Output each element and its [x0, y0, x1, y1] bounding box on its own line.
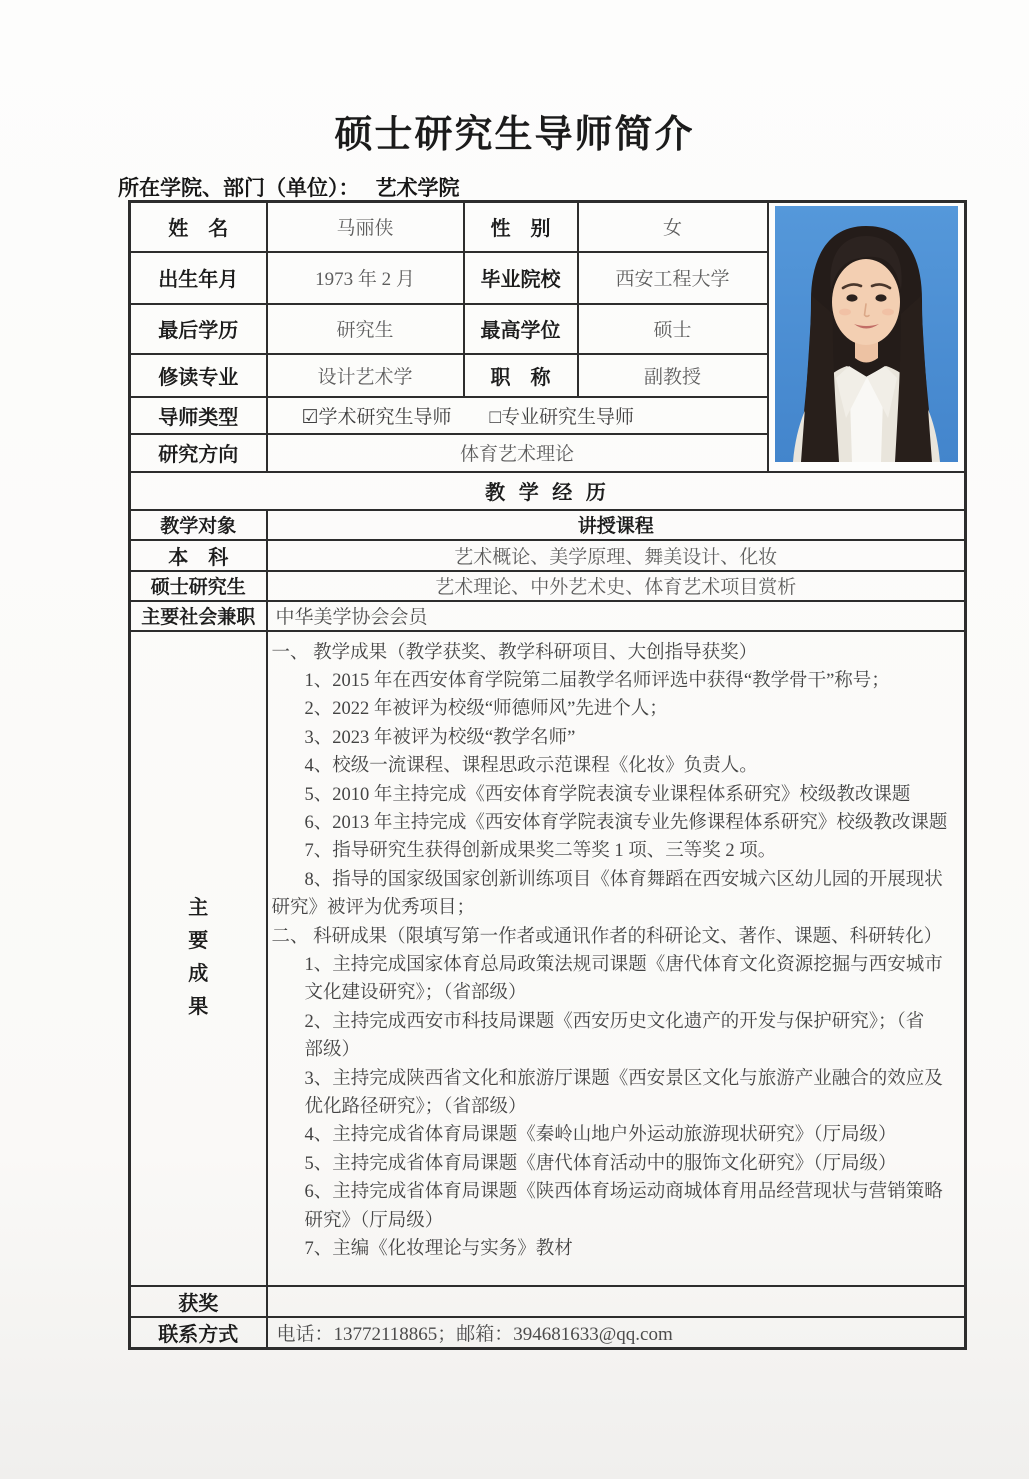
face	[832, 259, 900, 345]
achievement-line: 1、2015 年在西安体育学院第二届教学名师评选中获得“教学骨干”称号；	[304, 670, 890, 691]
awards-label: 获奖	[130, 1286, 267, 1317]
major-label: 修读专业	[130, 354, 267, 397]
achievement-line: 3、主持完成陕西省文化和旅游厅课题《西安景区文化与旅游产业融合的效应及	[304, 1068, 943, 1089]
table-row	[130, 202, 966, 252]
achievement-line: 一、 教学成果（教学获奖、教学科研项目、大创指导获奖）	[271, 642, 758, 663]
school-value: 西安工程大学	[578, 252, 768, 304]
major-value: 设计艺术学	[267, 354, 464, 397]
table-row	[130, 631, 966, 1286]
table-row	[130, 1286, 966, 1317]
department-line	[118, 172, 460, 202]
eye-right	[875, 295, 886, 302]
department-value: 艺术学院	[375, 177, 460, 200]
achievement-line: 二、 科研成果（限填写第一作者或通讯作者的科研论文、著作、课题、科研转化）	[271, 926, 943, 947]
achievement-line: 1、主持完成国家体育总局政策法规司课题《唐代体育文化资源挖掘与西安城市	[304, 954, 943, 975]
achievement-line: 7、主编《化妆理论与实务》教材	[304, 1239, 573, 1260]
degree-label: 最高学位	[464, 304, 578, 354]
research-direction-label: 研究方向	[130, 434, 267, 472]
postgraduate-label: 硕士研究生	[130, 571, 267, 601]
gender-label: 性 别	[464, 202, 578, 252]
achievement-line: 文化建设研究》；（省部级）	[304, 983, 527, 1004]
achievement-line: 7、指导研究生获得创新成果奖二等奖 1 项、三等奖 2 项。	[304, 841, 777, 862]
table-row	[130, 601, 966, 631]
achievement-line: 5、主持完成省体育局课题《唐代体育活动中的服饰文化研究》（厅局级）	[304, 1153, 897, 1174]
table-row	[130, 571, 966, 601]
achievement-line: 2、2022 年被评为校级“师德师风”先进个人；	[304, 699, 668, 720]
social-positions-label: 主要社会兼职	[130, 601, 267, 631]
department-label: 所在学院、部门（单位）：	[118, 177, 360, 200]
achievement-line: 8、指导的国家级国家创新训练项目《体育舞蹈在西安城六区幼儿园的开展现状	[304, 869, 943, 890]
table-row	[130, 540, 966, 571]
mentor-type-checkboxes: ☑学术研究生导师 □专业研究生导师	[267, 397, 768, 434]
achievement-line: 部级）	[304, 1040, 361, 1061]
table-row	[130, 510, 966, 540]
table-row	[130, 1317, 966, 1349]
teaching-experience-header: 教 学 经 历	[130, 472, 966, 510]
portrait-photo	[775, 206, 958, 462]
achievement-line: 4、主持完成省体育局课题《秦岭山地户外运动旅游现状研究》（厅局级）	[304, 1125, 897, 1146]
awards-value	[267, 1286, 966, 1317]
achievement-line: 6、2013 年主持完成《西安体育学院表演专业先修课程体系研究》校级教改课题	[304, 812, 948, 833]
achievement-line: 4、校级一流课程、课程思政示范课程《化妆》负责人。	[304, 756, 758, 777]
name-value: 马丽侠	[267, 202, 464, 252]
achievement-line: 研究》（厅局级）	[304, 1210, 444, 1231]
vertical-label-char: 果	[188, 996, 209, 1018]
birth-value: 1973 年 2 月	[267, 252, 464, 304]
research-direction-value: 体育艺术理论	[267, 434, 768, 472]
professional-title-value: 副教授	[578, 354, 768, 397]
table-row	[130, 472, 966, 510]
education-label: 最后学历	[130, 304, 267, 354]
school-label: 毕业院校	[464, 252, 578, 304]
mentor-type-label: 导师类型	[130, 397, 267, 434]
main-achievements-label	[130, 631, 267, 1286]
supervisor-info-table	[128, 200, 967, 1350]
birth-label: 出生年月	[130, 252, 267, 304]
vertical-label-char: 成	[188, 963, 209, 985]
achievement-line: 研究》被评为优秀项目；	[271, 898, 476, 919]
education-value: 研究生	[267, 304, 464, 354]
undergraduate-courses: 艺术概论、美学原理、舞美设计、化妆	[267, 540, 966, 571]
course-header: 讲授课程	[267, 510, 966, 540]
achievement-line: 5、2010 年主持完成《西安体育学院表演专业课程体系研究》校级教改课题	[304, 784, 911, 805]
blush-right	[882, 309, 894, 316]
eye-left	[846, 295, 857, 302]
main-achievements-content	[267, 631, 966, 1286]
social-positions-value: 中华美学协会会员	[267, 601, 966, 631]
postgraduate-courses: 艺术理论、中外艺术史、体育艺术项目赏析	[267, 571, 966, 601]
vertical-label-char: 主	[188, 897, 209, 919]
contact-value: 电话：13772118865；邮箱：394681633@qq.com	[267, 1317, 966, 1349]
contact-label: 联系方式	[130, 1317, 267, 1349]
teaching-target-label: 教学对象	[130, 510, 267, 540]
page-title: 硕士研究生导师简介	[334, 114, 695, 156]
achievement-line: 优化路径研究》；（省部级）	[304, 1097, 527, 1117]
undergraduate-label: 本 科	[130, 540, 267, 571]
photo-cell	[768, 202, 966, 472]
name-label: 姓 名	[130, 202, 267, 252]
portrait-photo-illustration	[775, 206, 958, 462]
degree-value: 硕士	[578, 304, 768, 354]
achievement-lines	[272, 639, 963, 1264]
blush-left	[839, 309, 851, 316]
professional-title-label: 职 称	[464, 354, 578, 397]
vertical-label-char: 要	[188, 930, 209, 952]
achievement-line: 2、主持完成西安市科技局课题《西安历史文化遗产的开发与保护研究》；（省	[304, 1011, 925, 1032]
achievement-line: 3、2023 年被评为校级“教学名师”	[304, 727, 576, 748]
gender-value: 女	[578, 202, 768, 252]
achievement-line: 6、主持完成省体育局课题《陕西体育场运动商城体育用品经营现状与营销策略	[304, 1182, 943, 1203]
